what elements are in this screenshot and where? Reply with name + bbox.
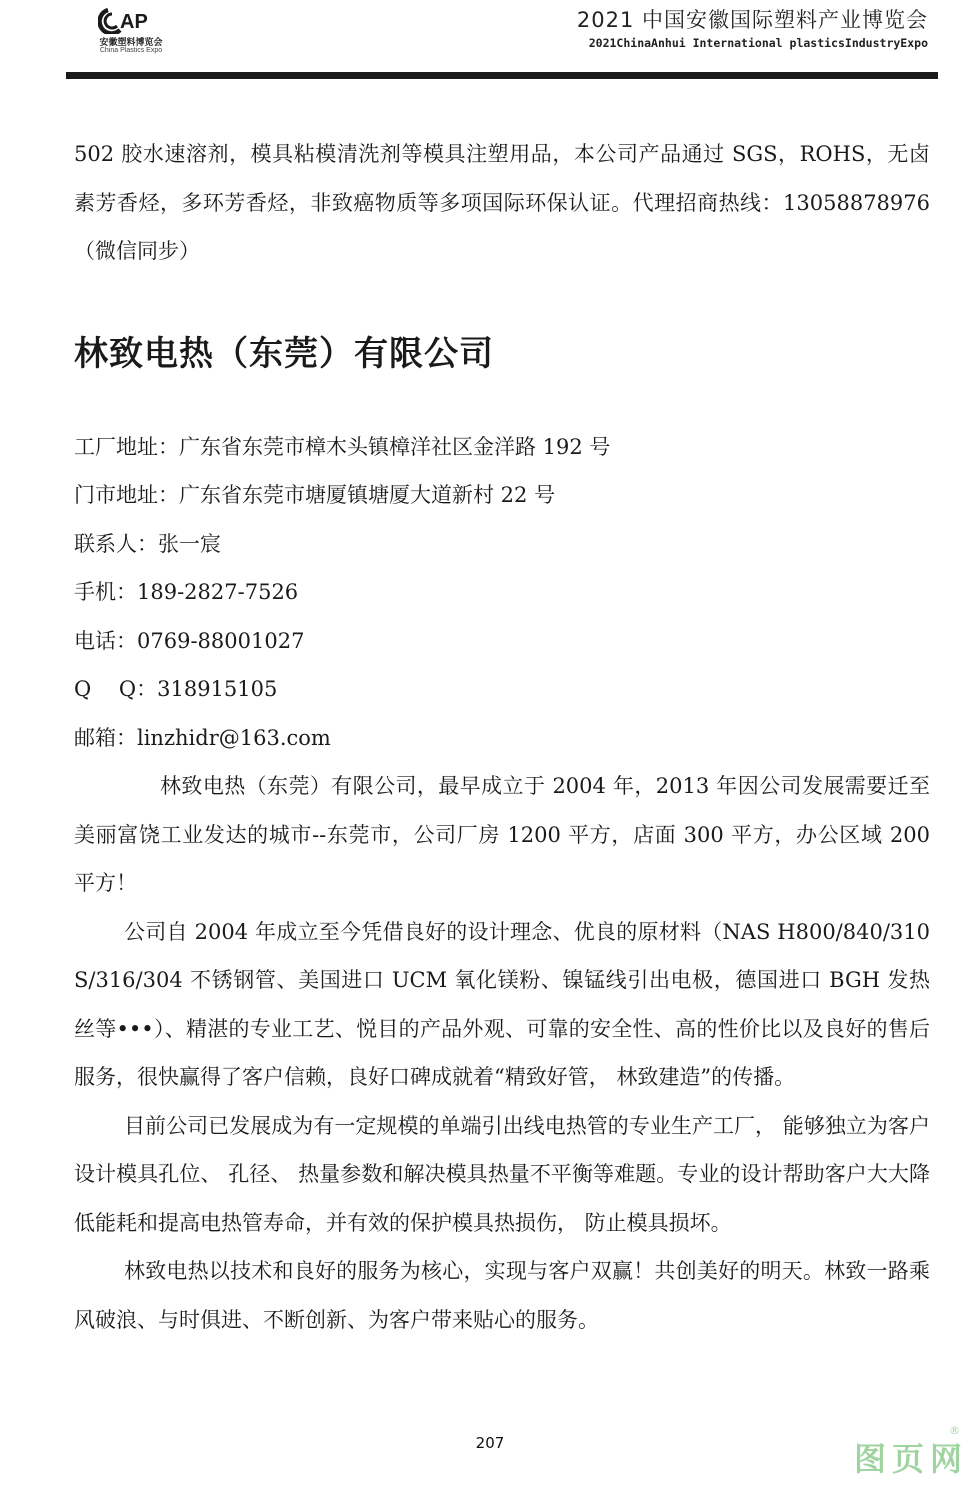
contact-person: 联系人：张一宸 bbox=[74, 531, 221, 556]
page-content bbox=[74, 130, 930, 1344]
registered-mark-icon: ® bbox=[949, 1424, 960, 1437]
page-header bbox=[0, 0, 980, 82]
qq-number: Q Q：318915105 bbox=[74, 677, 278, 701]
logo-chinese-text: 安徽塑料博览会 bbox=[99, 38, 163, 48]
watermark-text: 图页网 bbox=[854, 1440, 969, 1478]
expo-logo bbox=[86, 4, 176, 54]
site-watermark bbox=[854, 1424, 969, 1478]
header-divider bbox=[66, 72, 938, 79]
intro-paragraph: 502 胶水速溶剂，模具粘模清洗剂等模具注塑用品，本公司产品通过 SGS，ROHS，无卤素芳香烃，多环芳香烃，非致癌物质等多项国际环保认证。代理招商热线：13058878976（微信同步） bbox=[74, 142, 930, 263]
expo-subtitle: 2021ChinaAnhui International plasticsIndustryExpo bbox=[588, 36, 928, 50]
company-paragraph-2: 公司自 2004 年成立至今凭借良好的设计理念、优良的原材料（NAS H800/840/310S/316/304 不锈钢管、美国进口 UCM 氧化镁粉、镍锰线引出电极，德国进口 BGH 发热丝等•••）、精湛的专业工艺、悦目的产品外观、可靠的安全性、高的性价比以及良好的售后服务，很快赢得了客户信赖，良好口碑成就着“精致好管， 林致建造”的传播。 bbox=[74, 919, 930, 1089]
company-paragraph-3: 目前公司已发展成为有一定规模的单端引出线电热管的专业生产工厂， 能够独立为客户设计模具孔位、 孔径、 热量参数和解决模具热量不平衡等难题。专业的设计帮助客户大大降低能耗和提高电热管寿命，并有效的保护模具热损伤， 防止模具损坏。 bbox=[74, 1113, 930, 1235]
expo-title: 2021 中国安徽国际塑料产业博览会 bbox=[576, 8, 928, 32]
store-address: 门市地址：广东省东莞市塘厦镇塘厦大道新村 22 号 bbox=[74, 483, 556, 507]
contact-info bbox=[74, 423, 930, 763]
page-number: 207 bbox=[475, 1434, 505, 1452]
mobile-number: 手机：189-2827-7526 bbox=[74, 580, 299, 604]
logo-english-text: China Plastics Expo bbox=[99, 47, 163, 54]
svg-text:AP: AP bbox=[120, 11, 148, 33]
company-paragraph-4: 林致电热以技术和良好的服务为核心，实现与客户双赢！共创美好的明天。林致一路乘风破浪、与时俱进、不断创新、为客户带来贴心的服务。 bbox=[74, 1259, 930, 1332]
company-paragraph-1: 林致电热（东莞）有限公司，最早成立于 2004 年，2013 年因公司发展需要迁至美丽富饶工业发达的城市--东莞市，公司厂房 1200 平方，店面 300 平方，办公区域 200 平方！ bbox=[74, 774, 930, 895]
email-address: 邮箱：linzhidr@163.com bbox=[74, 725, 331, 750]
factory-address: 工厂地址：广东省东莞市樟木头镇樟洋社区金洋路 192 号 bbox=[74, 434, 611, 459]
phone-number: 电话：0769-88001027 bbox=[74, 628, 305, 653]
expo-logo-icon bbox=[98, 4, 158, 34]
company-name-heading: 林致电热（东莞）有限公司 bbox=[74, 333, 494, 374]
